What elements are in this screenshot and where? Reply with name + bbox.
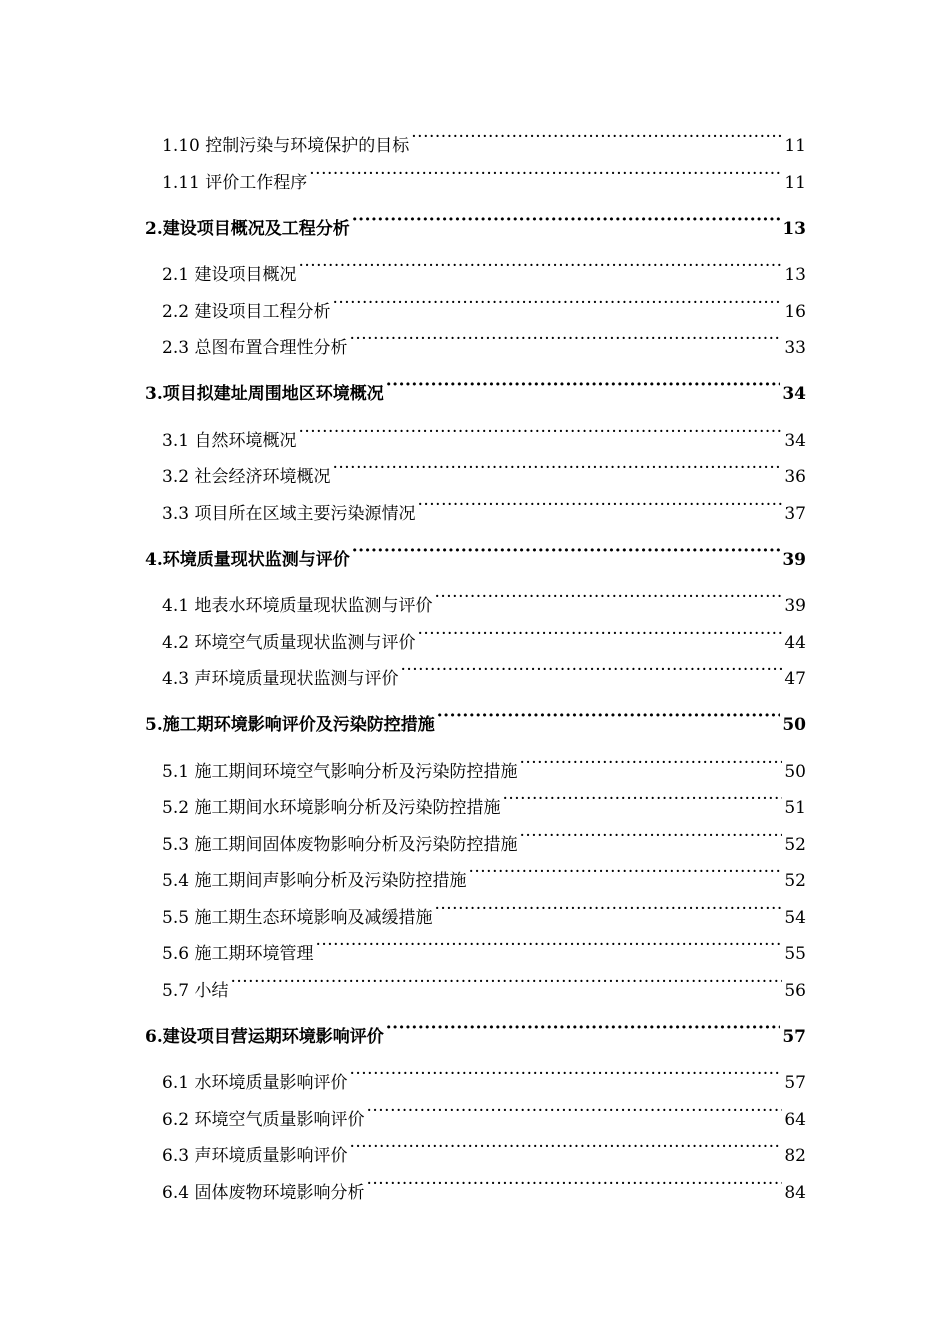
toc-entry[interactable] [162, 325, 806, 358]
dot-leader [411, 123, 782, 151]
toc-entry-page: 33 [784, 338, 806, 358]
toc-entry-page: 36 [784, 467, 806, 487]
toc-chapter[interactable] [145, 1014, 806, 1047]
toc-entry-page: 50 [784, 762, 806, 782]
toc-entry-page: 57 [784, 1073, 806, 1093]
toc-entry-page: 16 [784, 302, 806, 322]
toc-chapter-title: 3.项目拟建址周围地区环境概况 [145, 384, 384, 404]
dot-leader [315, 931, 782, 959]
toc-chapter-title: 4.环境质量现状监测与评价 [145, 550, 350, 570]
toc-chapter-page: 39 [782, 550, 806, 570]
toc-entry[interactable] [162, 620, 806, 653]
toc-entry-page: 34 [784, 431, 806, 451]
dot-leader [502, 785, 782, 813]
toc-chapter-title: 6.建设项目营运期环境影响评价 [145, 1027, 384, 1047]
toc-entry-title: 3.1 自然环境概况 [162, 431, 297, 451]
dot-leader [366, 1170, 782, 1198]
toc-entry[interactable] [162, 931, 806, 964]
toc-entry-title: 2.2 建设项目工程分析 [162, 302, 331, 322]
toc-entry-title: 6.1 水环境质量影响评价 [162, 1073, 348, 1093]
toc-entry-page: 56 [784, 981, 806, 1001]
toc-entry[interactable] [162, 785, 806, 818]
toc-entry-page: 11 [784, 173, 806, 193]
toc-entry-title: 5.3 施工期间固体废物影响分析及污染防控措施 [162, 835, 518, 855]
toc-entry-page: 84 [784, 1183, 806, 1203]
dot-leader [349, 1133, 782, 1161]
toc-chapter-page: 13 [782, 219, 806, 239]
toc-entry-page: 55 [784, 944, 806, 964]
dot-leader [417, 620, 782, 648]
dot-leader [519, 749, 782, 777]
toc-entry[interactable] [162, 749, 806, 782]
toc-chapter[interactable] [145, 702, 806, 735]
toc-entry-title: 1.11 评价工作程序 [162, 173, 308, 193]
dot-leader [434, 895, 782, 923]
toc-entry-title: 2.1 建设项目概况 [162, 265, 297, 285]
toc-entry-title: 3.3 项目所在区域主要污染源情况 [162, 504, 416, 524]
toc-chapter-page: 34 [782, 384, 806, 404]
toc-entry-page: 54 [784, 908, 806, 928]
toc-chapter[interactable] [145, 371, 806, 404]
toc-entry-title: 4.3 声环境质量现状监测与评价 [162, 669, 399, 689]
dot-leader [349, 1060, 782, 1088]
dot-leader [417, 491, 782, 519]
dot-leader [437, 702, 781, 730]
toc-entry[interactable] [162, 160, 806, 193]
toc-entry-title: 1.10 控制污染与环境保护的目标 [162, 136, 410, 156]
toc-entry-page: 52 [784, 835, 806, 855]
dot-leader [434, 583, 782, 611]
toc-entry[interactable] [162, 1097, 806, 1130]
toc-chapter-title: 5.施工期环境影响评价及污染防控措施 [145, 715, 435, 735]
toc-entry[interactable] [162, 418, 806, 451]
toc-chapter-title: 2.建设项目概况及工程分析 [145, 219, 350, 239]
dot-leader [386, 1014, 781, 1042]
toc-entry-page: 13 [784, 265, 806, 285]
dot-leader [332, 454, 782, 482]
dot-leader [230, 968, 782, 996]
dot-leader [309, 160, 782, 188]
toc-entry[interactable] [162, 858, 806, 891]
dot-leader [468, 858, 782, 886]
toc-entry[interactable] [162, 968, 806, 1001]
toc-entry-title: 2.3 总图布置合理性分析 [162, 338, 348, 358]
toc-entry-page: 37 [784, 504, 806, 524]
toc-entry-title: 6.3 声环境质量影响评价 [162, 1146, 348, 1166]
toc-entry-title: 6.4 固体废物环境影响分析 [162, 1183, 365, 1203]
toc-entry[interactable] [162, 1133, 806, 1166]
toc-entry[interactable] [162, 491, 806, 524]
dot-leader [400, 656, 782, 684]
toc-entry-title: 4.2 环境空气质量现状监测与评价 [162, 633, 416, 653]
toc-chapter[interactable] [145, 537, 806, 570]
toc-entry-title: 4.1 地表水环境质量现状监测与评价 [162, 596, 433, 616]
toc-entry-title: 5.5 施工期生态环境影响及减缓措施 [162, 908, 433, 928]
toc-chapter-page: 57 [782, 1027, 806, 1047]
toc-entry-title: 3.2 社会经济环境概况 [162, 467, 331, 487]
dot-leader [352, 206, 781, 234]
toc-entry[interactable] [162, 1170, 806, 1203]
toc-entry-title: 5.1 施工期间环境空气影响分析及污染防控措施 [162, 762, 518, 782]
toc-entry[interactable] [162, 583, 806, 616]
toc-entry[interactable] [162, 454, 806, 487]
toc-chapter[interactable] [145, 206, 806, 239]
dot-leader [366, 1097, 782, 1125]
toc-entry[interactable] [162, 895, 806, 928]
toc-entry-title: 5.7 小结 [162, 981, 229, 1001]
toc-entry[interactable] [162, 822, 806, 855]
dot-leader [352, 537, 781, 565]
toc-entry-title: 5.2 施工期间水环境影响分析及污染防控措施 [162, 798, 501, 818]
toc-chapter-page: 50 [782, 715, 806, 735]
toc-entry-title: 5.6 施工期环境管理 [162, 944, 314, 964]
dot-leader [349, 325, 782, 353]
toc-entry[interactable] [162, 123, 806, 156]
dot-leader [298, 252, 782, 280]
dot-leader [386, 371, 781, 399]
dot-leader [519, 822, 782, 850]
toc-entry-title: 6.2 环境空气质量影响评价 [162, 1110, 365, 1130]
toc-entry[interactable] [162, 252, 806, 285]
toc-entry[interactable] [162, 656, 806, 689]
toc-entry-page: 44 [784, 633, 806, 653]
toc-entry-page: 39 [784, 596, 806, 616]
toc-entry-page: 82 [784, 1146, 806, 1166]
toc-entry[interactable] [162, 1060, 806, 1093]
toc-entry-page: 47 [784, 669, 806, 689]
dot-leader [332, 289, 782, 317]
toc-entry-title: 5.4 施工期间声影响分析及污染防控措施 [162, 871, 467, 891]
dot-leader [298, 418, 782, 446]
toc-entry-page: 11 [784, 136, 806, 156]
toc-entry-page: 51 [784, 798, 806, 818]
toc-entry-page: 64 [784, 1110, 806, 1130]
toc-entry[interactable] [162, 289, 806, 322]
toc-entry-page: 52 [784, 871, 806, 891]
